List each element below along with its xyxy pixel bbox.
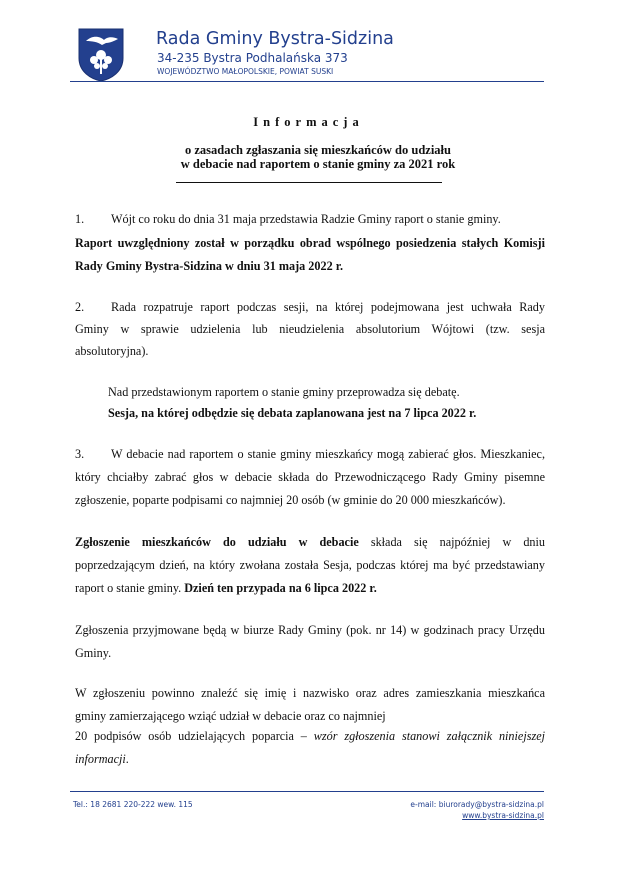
paragraph-6-line-3 bbox=[75, 729, 545, 744]
bold-phrase: Dzień ten przypada na 6 lipca 2022 r. bbox=[184, 581, 377, 595]
municipality-coat-of-arms-logo bbox=[78, 28, 124, 82]
paragraph-text: W debacie nad raportem o stanie gminy mieszkańcy mogą zabierać głos. Mieszkaniec, bbox=[111, 447, 545, 461]
bold-phrase: Zgłoszenie mieszkańców do udziału w debacie bbox=[75, 535, 359, 549]
paragraph-3-line-3: zgłoszenie, poparte podpisami co najmniej 20 osób (w gminie do 20 000 mieszkańców). bbox=[75, 493, 506, 507]
paragraph-6-line-4 bbox=[75, 752, 129, 767]
paragraph-4-line-1 bbox=[75, 535, 545, 550]
paragraph-number: 3. bbox=[75, 447, 85, 461]
paragraph-3-line-2: który chciałby zabrać głos w debacie składa do Przewodniczącego Rady Gminy pisemne bbox=[75, 470, 545, 484]
paragraph-4-line-3 bbox=[75, 581, 377, 596]
council-address: 34-235 Bystra Podhalańska 373 bbox=[157, 51, 348, 65]
document-title: Informacja bbox=[253, 115, 364, 129]
title-underline bbox=[176, 182, 442, 183]
paragraph-2-line-1 bbox=[75, 300, 545, 315]
paragraph-text: składa się najpóźniej w dniu bbox=[358, 535, 545, 549]
document-subtitle-line-2: w debacie nad raportem o stanie gminy za 2021 rok bbox=[180, 157, 456, 171]
footer-website-wrap bbox=[462, 811, 544, 820]
italic-phrase: informacji bbox=[75, 752, 126, 766]
footer-email[interactable]: e-mail: biurorady@bystra-sidzina.pl bbox=[410, 800, 544, 809]
paragraph-3-line-1 bbox=[75, 447, 545, 462]
paragraph-text: . bbox=[125, 752, 129, 766]
paragraph-number: 2. bbox=[75, 300, 85, 314]
paragraph-1-line-3: Rady Gminy Bystra-Sidzina w dniu 31 maja 2022 r. bbox=[75, 259, 344, 273]
paragraph-1-line-2: Raport uwzględniony został w porządku obrad wspólnego posiedzenia stałych Komisji bbox=[75, 236, 545, 250]
paragraph-number: 1. bbox=[75, 212, 85, 226]
document-subtitle-line-1: o zasadach zgłaszania się mieszkańców do udziału bbox=[185, 143, 451, 157]
paragraph-5-line-2: Gminy. bbox=[75, 646, 112, 660]
paragraph-4-line-2: poprzedzającym dzień, na który zwołana została Sesja, podczas której ma być przedstawiany bbox=[75, 558, 545, 572]
paragraph-2-line-2: Gminy w sprawie udzielenia lub nieudzielenia absolutorium Wójtowi (tzw. sesja bbox=[75, 322, 545, 336]
paragraph-5-line-1: Zgłoszenia przyjmowane będą w biurze Rady Gminy (pok. nr 14) w godzinach pracy Urzędu bbox=[75, 623, 545, 637]
paragraph-6-line-1: W zgłoszeniu powinno znaleźć się imię i nazwisko oraz adres zamieszkania mieszkańca bbox=[75, 686, 545, 700]
paragraph-6-line-2: gminy zamierzającego wziąć udział w debacie oraz co najmniej bbox=[75, 709, 386, 723]
council-region: WOJEWÓDZTWO MAŁOPOLSKIE, POWIAT SUSKI bbox=[157, 67, 334, 76]
paragraph-text: Wójt co roku do dnia 31 maja przedstawia Radzie Gminy raport o stanie gminy. bbox=[111, 212, 501, 226]
footer-divider bbox=[70, 791, 544, 792]
paragraph-text: 20 podpisów osób udzielających poparcia – bbox=[75, 729, 314, 743]
paragraph-1-line-1 bbox=[75, 212, 501, 227]
paragraph-text: Rada rozpatruje raport podczas sesji, na której podejmowana jest uchwała Rady bbox=[111, 300, 545, 314]
footer-website-link[interactable]: www.bystra-sidzina.pl bbox=[462, 811, 544, 820]
paragraph-2-line-3: absolutoryjna). bbox=[75, 344, 149, 358]
council-name: Rada Gminy Bystra-Sidzina bbox=[156, 29, 394, 49]
italic-phrase: wzór zgłoszenia stanowi załącznik niniejszej bbox=[313, 729, 545, 743]
debate-note-line-1: Nad przedstawionym raportem o stanie gminy przeprowadza się debatę. bbox=[108, 385, 460, 399]
header-divider bbox=[70, 81, 544, 82]
paragraph-text: raport o stanie gminy. bbox=[75, 581, 185, 595]
footer-phone: Tel.: 18 2681 220-222 wew. 115 bbox=[73, 800, 193, 809]
debate-date-line: Sesja, na której odbędzie się debata zaplanowana jest na 7 lipca 2022 r. bbox=[108, 406, 477, 420]
